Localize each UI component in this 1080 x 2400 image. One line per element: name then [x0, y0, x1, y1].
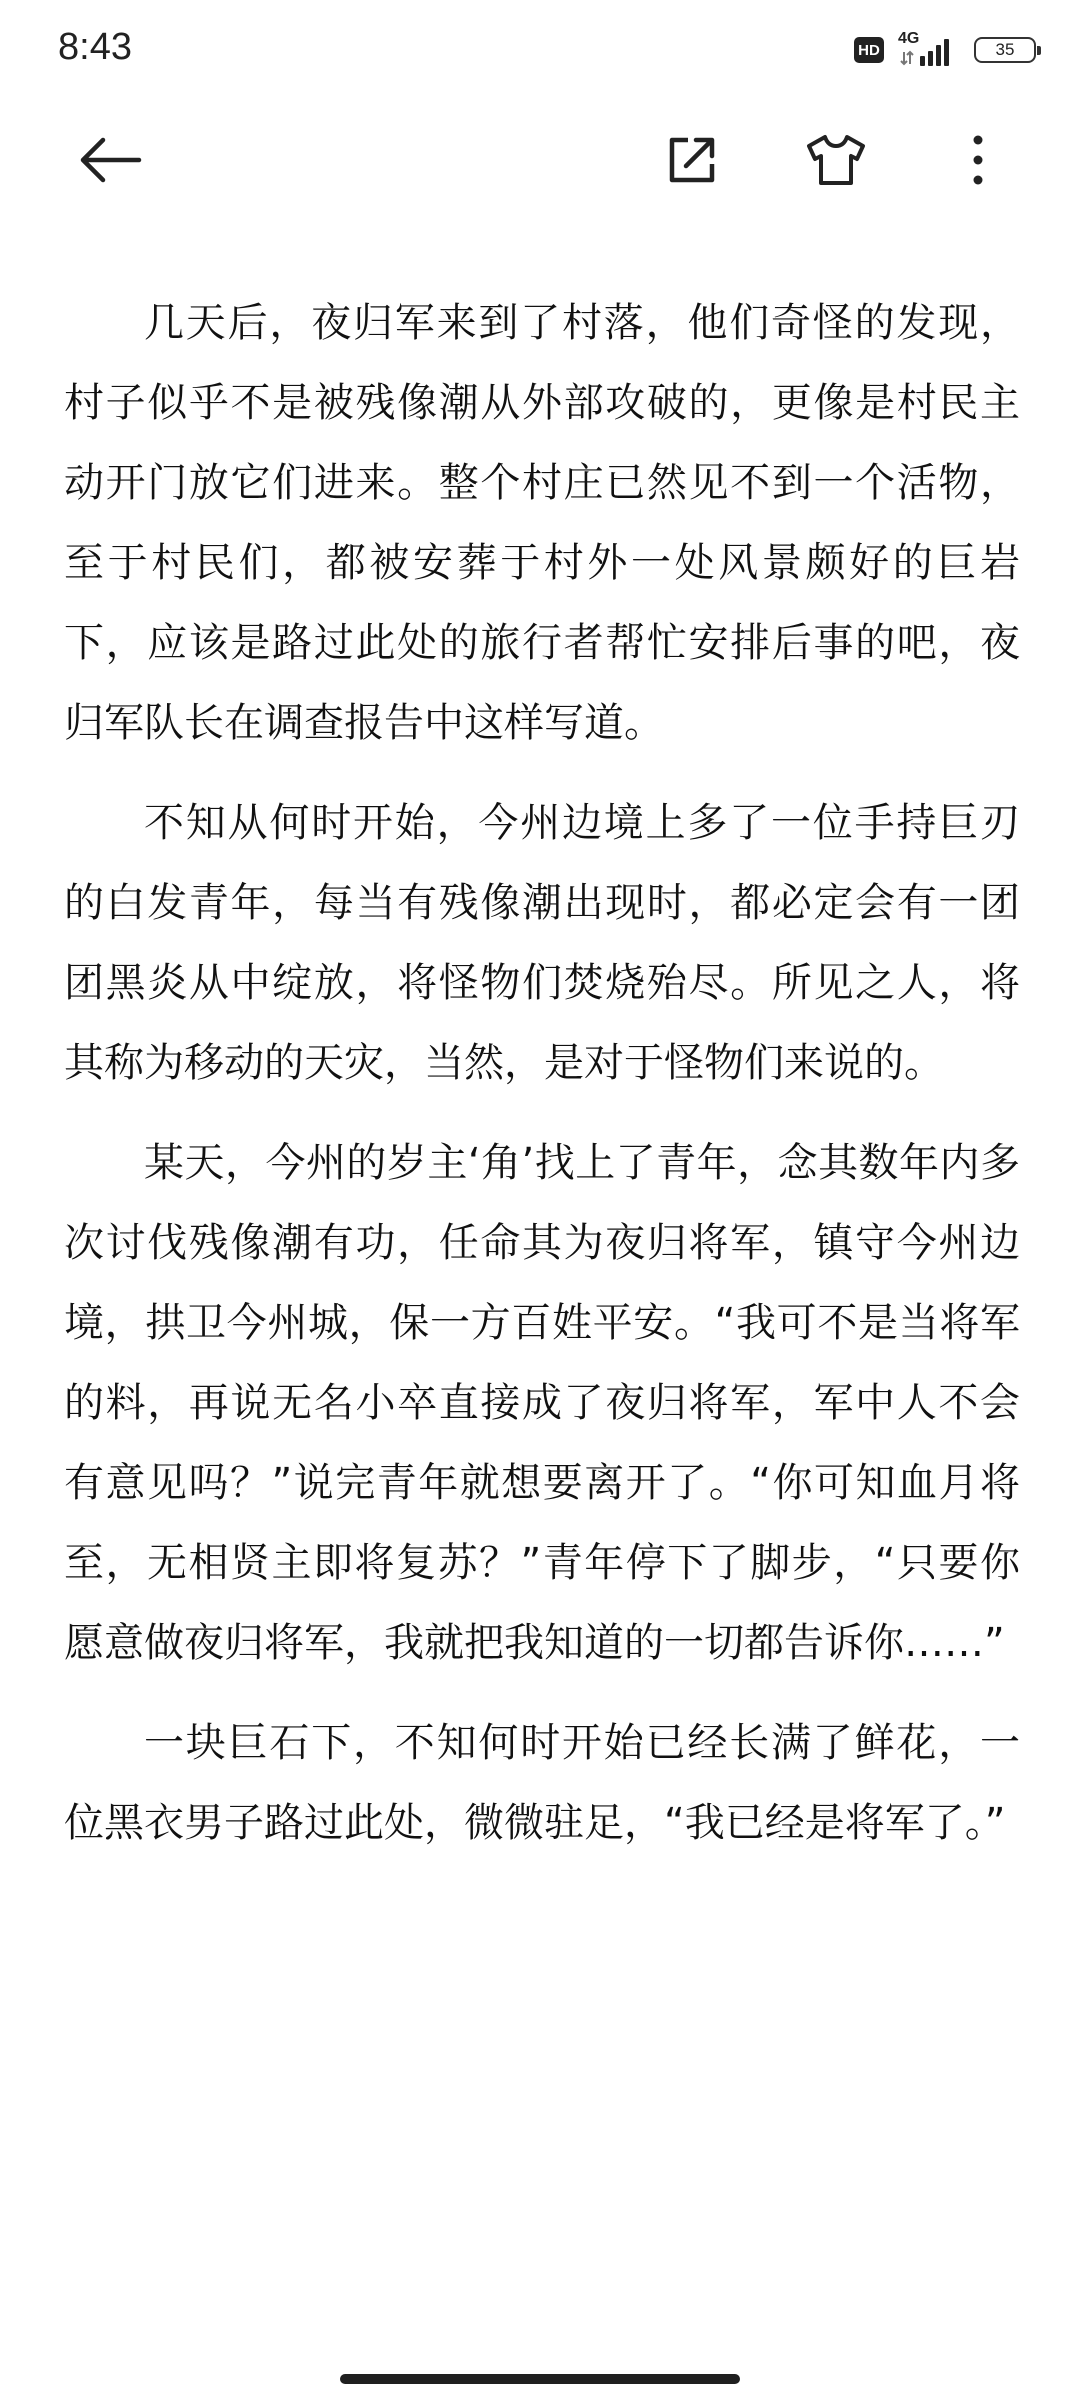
more-button[interactable]	[940, 122, 1016, 198]
status-bar	[0, 0, 1080, 100]
more-vertical-icon	[968, 132, 988, 188]
article-paragraph: 不知从何时开始，今州边境上多了一位手持巨刃的白发青年，每当有残像潮出现时，都必定会有一团团黑炎从中绽放，将怪物们焚烧殆尽。所见之人，将其称为移动的天灾，当然，是对于怪物们来说的。	[64, 800, 1020, 1086]
hd-icon: HD	[854, 37, 884, 63]
article-paragraph: 某天，今州的岁主‘角’找上了青年，念其数年内多次讨伐残像潮有功，任命其为夜归将军，镇守今州边境，拱卫今州城，保一方百姓平安。“我可不是当将军的料，再说无名小卒直接成了夜归将军，军中人不会有意见吗？”说完青年就想要离开了。“你可知血月将至，无相贤主即将复苏？”青年停下了脚步，“只要你愿意做夜归将军，我就把我知道的一切都告诉你……”	[64, 1140, 1020, 1666]
article-content	[64, 283, 1020, 1883]
arrow-left-icon	[77, 135, 143, 185]
home-indicator[interactable]	[340, 2374, 740, 2384]
tshirt-icon	[805, 132, 867, 188]
article-paragraph: 几天后，夜归军来到了村落，他们奇怪的发现，村子似乎不是被残像潮从外部攻破的，更像是村民主动开门放它们进来。整个村庄已然见不到一个活物，至于村民们，都被安葬于村外一处风景颇好的巨岩下，应该是路过此处的旅行者帮忙安排后事的吧，夜归军队长在调查报告中这样写道。	[64, 300, 1020, 746]
article-paragraph: 一块巨石下，不知何时开始已经长满了鲜花，一位黑衣男子路过此处，微微驻足，“我已经是将军了。”	[64, 1720, 1020, 1846]
battery-icon	[974, 37, 1036, 63]
theme-button[interactable]	[798, 122, 874, 198]
back-button[interactable]	[72, 122, 148, 198]
share-button[interactable]	[654, 122, 730, 198]
signal-icon	[898, 32, 960, 68]
top-toolbar	[0, 110, 1080, 210]
status-time: 8:43	[58, 26, 132, 68]
share-out-icon	[664, 132, 720, 188]
battery-level: 35	[995, 40, 1015, 59]
network-type-label: 4G	[898, 30, 920, 47]
status-icons	[854, 30, 1036, 70]
